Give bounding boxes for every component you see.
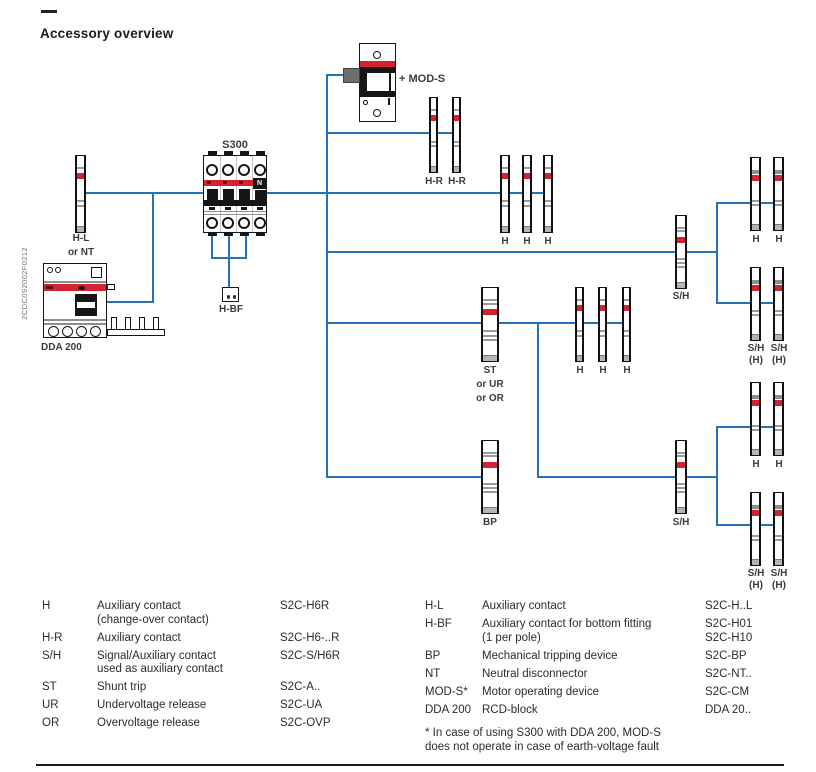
mod-s-handle (343, 68, 360, 83)
legend-left (42, 600, 412, 735)
s300-terminal-mark (209, 207, 215, 210)
label-h-left-2: H (523, 236, 531, 247)
legend-order-code: S2C-A.. (280, 681, 321, 693)
legend-description: RCD-block (482, 703, 538, 716)
dda-terminal-circle (48, 326, 59, 337)
legend-term: H-L (425, 600, 444, 612)
title-dash (41, 10, 57, 13)
label-st: ST (483, 365, 497, 376)
s-h-strip-lower (675, 440, 687, 514)
mod-s-circle-small (363, 100, 368, 105)
legend-row (425, 686, 807, 700)
legend-description: Undervoltage release (97, 699, 207, 711)
s300-terminal-circle (238, 217, 250, 229)
s300-terminal-mark (257, 207, 263, 210)
h-strip-left-1 (500, 155, 510, 233)
legend-term: H-R (42, 631, 63, 644)
legend-order-code: DDA 20.. (705, 703, 752, 716)
s300-module-separator (236, 156, 237, 232)
s300-handle (239, 189, 250, 200)
h-l-strip (75, 155, 86, 233)
dda-busbar-tooth (125, 317, 131, 330)
label-s-h-upper: S/H (672, 291, 690, 302)
dda-busbar (107, 329, 165, 336)
s300-handle (255, 190, 266, 200)
dda-switch-slot (77, 302, 95, 308)
mod-s-circle-bottom (373, 109, 381, 117)
label-h-r-1: H-R (425, 176, 443, 187)
s300-bottom-tab (256, 232, 265, 236)
legend-right (425, 600, 807, 722)
footer-rule (36, 764, 784, 766)
legend-order-code: S2C-H..L (705, 600, 753, 612)
legend-description: Auxiliary contact for bottom fitting (1 per pole) (482, 618, 652, 644)
dda-stripe-mark (46, 286, 53, 289)
dda-gray-line (44, 281, 106, 283)
s-h-h-strip-upper-2 (773, 267, 784, 341)
main-bus-line (77, 192, 552, 194)
dda-busbar-tooth (111, 317, 117, 330)
legend-term: UR (42, 699, 59, 711)
legend-row (425, 618, 807, 645)
legend-order-code: S2C-NT.. (705, 667, 752, 680)
legend-row (42, 699, 412, 713)
label-h-bf: H-BF (219, 304, 243, 315)
label-or-or: or OR (476, 393, 504, 404)
legend-term: S/H (42, 649, 62, 662)
st-branch (326, 322, 630, 324)
dda-window (91, 267, 102, 278)
legend-row (425, 704, 807, 718)
legend-description: Motor operating device (482, 685, 599, 698)
label-dda-200: DDA 200 (41, 342, 82, 353)
mod-s-right-rail (389, 73, 391, 91)
upper-fork-vertical (716, 202, 718, 304)
s300-terminal-circle (238, 164, 250, 176)
legend-term: MOD-S* (425, 685, 468, 698)
legend-row (42, 650, 412, 677)
label-s-h-h-upper-sub-2: (H) (772, 355, 786, 366)
legend-term: H (42, 600, 51, 612)
dda-indicator-circle (55, 267, 61, 273)
s300-terminal-circle (254, 164, 266, 176)
dda-terminal-circle (90, 326, 101, 337)
legend-term: DDA 200 (425, 703, 472, 716)
legend-description: Auxiliary contact (change-over contact) (97, 600, 209, 626)
footnote-line-1: * In case of using S300 with DDA 200, MOD-S (425, 727, 661, 739)
h-bf-dot (227, 295, 231, 299)
label-s-h-h-upper-sub-1: (H) (749, 355, 763, 366)
lower-fork-vertical (716, 426, 718, 526)
document-code-vertical: 2CDC092002F0212 (20, 247, 29, 320)
h-strip-lower-right-2 (773, 382, 784, 456)
s300-top-tab (256, 151, 265, 155)
legend-term: ST (42, 681, 57, 693)
label-h-upper-right-2: H (775, 234, 783, 245)
s-h-h-strip-lower-2 (773, 492, 784, 566)
legend-description: Neutral disconnector (482, 667, 588, 680)
legend-row (42, 681, 412, 695)
legend-term: OR (42, 717, 60, 729)
legend-row (425, 650, 807, 664)
legend-description: Auxiliary contact (482, 600, 566, 612)
dda-busbar-tooth (153, 317, 159, 330)
s300-handle (223, 189, 234, 200)
s300-bottom-tab (224, 232, 233, 236)
label-s-h-h-lower-sub-2: (H) (772, 580, 786, 591)
s300-terminal-circle (254, 217, 266, 229)
label-h-left-1: H (501, 236, 509, 247)
h-r-strip-2 (452, 97, 461, 173)
s300-gray-line (204, 214, 266, 215)
legend-row (42, 717, 412, 731)
sh-lower-branch (537, 476, 718, 478)
label-mod-s: + MOD-S (399, 73, 446, 85)
h-strip-lower-right-1 (750, 382, 761, 456)
label-h-left-3: H (544, 236, 552, 247)
bp-strip (481, 440, 499, 514)
label-s-h-h-upper-2: S/H (770, 343, 788, 354)
label-s-h-h-upper-1: S/H (747, 343, 765, 354)
dda-drop (152, 192, 154, 303)
label-or-nt: or NT (67, 247, 95, 258)
h-strip-upper-right-2 (773, 157, 784, 231)
dda-gray-line (44, 319, 106, 321)
legend-row (425, 668, 807, 682)
sh-upper-branch (326, 251, 718, 253)
dda-terminal-circle (76, 326, 87, 337)
label-h-lower-right-1: H (752, 459, 760, 470)
label-h-mid-2: H (599, 365, 607, 376)
legend-order-code: S2C-H01 S2C-H10 (705, 618, 753, 644)
s300-drop-left (211, 232, 213, 259)
h-bf-dot (233, 295, 237, 299)
legend-row (42, 632, 412, 646)
legend-order-code: S2C-CM (705, 685, 750, 698)
legend-term: H-BF (425, 618, 452, 630)
mod-s-left-strip (360, 73, 367, 91)
s300-terminal-mark (225, 207, 231, 210)
dda-horizontal (107, 301, 154, 303)
mod-s-device (359, 43, 396, 122)
legend-description: Auxiliary contact (97, 631, 181, 644)
legend-description: Shunt trip (97, 681, 147, 693)
legend-order-code: S2C-H6R (280, 600, 330, 612)
s300-collector-bar (211, 257, 247, 259)
st-to-lower-drop (537, 322, 539, 478)
mod-s-circle-top (373, 51, 381, 59)
s300-top-tab (208, 151, 217, 155)
legend-description: Mechanical tripping device (482, 649, 618, 662)
s300-bottom-tab (208, 232, 217, 236)
label-h-lower-right-2: H (775, 459, 783, 470)
legend-description: Signal/Auxiliary contact used as auxiliary contact (97, 649, 223, 675)
label-h-l: H-L (72, 233, 90, 244)
legend-row (42, 600, 412, 627)
dda-red-stripe (44, 284, 106, 291)
dda-test-eye (78, 286, 85, 290)
s300-stripe-mark (223, 181, 227, 184)
label-h-r-2: H-R (448, 176, 466, 187)
h-bf-device (222, 287, 239, 302)
st-ur-or-strip (481, 287, 499, 362)
s300-drop-mid (228, 232, 230, 288)
label-or-ur: or UR (476, 379, 504, 390)
s300-terminal-circle (206, 164, 218, 176)
dda-terminal-circle (62, 326, 73, 337)
h-strip-mid-1 (575, 287, 584, 362)
s300-drop-right (245, 232, 247, 259)
mod-s-band (360, 91, 395, 97)
s300-terminal-circle (222, 164, 234, 176)
s300-handle (207, 189, 218, 200)
s-h-strip-upper (675, 215, 687, 289)
legend-order-code: S2C-BP (705, 649, 747, 662)
s-h-h-strip-upper-1 (750, 267, 761, 341)
h-strip-left-3 (543, 155, 553, 233)
s300-stripe-mark (239, 181, 243, 184)
trunk-line (326, 74, 328, 478)
legend-footnote (425, 727, 807, 754)
label-s-h-h-lower-1: S/H (747, 568, 765, 579)
s300-terminal-mark (241, 207, 247, 210)
s300-neutral-pole-badge: N (253, 178, 266, 189)
label-s-h-h-lower-2: S/H (770, 568, 788, 579)
h-strip-left-2 (522, 155, 532, 233)
s300-terminal-circle (206, 217, 218, 229)
legend-term: BP (425, 649, 441, 662)
s300-mid-band (204, 200, 266, 206)
label-h-mid-3: H (623, 365, 631, 376)
label-s-h-h-lower-sub-1: (H) (749, 580, 763, 591)
legend-order-code: S2C-OVP (280, 717, 331, 729)
legend-order-code: S2C-H6-..R (280, 631, 340, 644)
s300-top-tab (240, 151, 249, 155)
dda-200-device (43, 263, 107, 338)
legend-description: Overvoltage release (97, 717, 200, 729)
label-s300: S300 (222, 139, 248, 151)
h-r-branch (326, 132, 458, 134)
dda-indicator-circle (47, 267, 53, 273)
h-strip-mid-3 (622, 287, 631, 362)
dda-gray-line (44, 323, 106, 325)
s300-bottom-tab (240, 232, 249, 236)
legend-order-code: S2C-S/H6R (280, 649, 341, 662)
s300-top-tab (224, 151, 233, 155)
dda-side-tab (107, 284, 115, 290)
h-strip-upper-right-1 (750, 157, 761, 231)
mod-s-tick (388, 98, 390, 105)
legend-row (425, 600, 807, 614)
s300-module-separator (220, 156, 221, 232)
label-s-h-lower: S/H (672, 517, 690, 528)
s300-module-separator (252, 156, 253, 232)
s300-stripe-mark (207, 181, 211, 184)
dda-busbar-tooth (139, 317, 145, 330)
bp-branch (326, 476, 491, 478)
legend-order-code: S2C-UA (280, 699, 323, 711)
s-h-h-strip-lower-1 (750, 492, 761, 566)
h-r-strip-1 (429, 97, 438, 173)
mod-s-branch (326, 74, 344, 76)
legend-term: NT (425, 667, 441, 680)
h-strip-mid-2 (598, 287, 607, 362)
page-title: Accessory overview (40, 26, 174, 41)
footnote-line-2: does not operate in case of earth-voltage fault (425, 740, 659, 753)
label-h-upper-right-1: H (752, 234, 760, 245)
s300-gray-line (204, 211, 266, 212)
s300-terminal-circle (222, 217, 234, 229)
label-h-mid-1: H (576, 365, 584, 376)
s300-breaker (203, 155, 267, 233)
label-bp: BP (483, 517, 497, 528)
